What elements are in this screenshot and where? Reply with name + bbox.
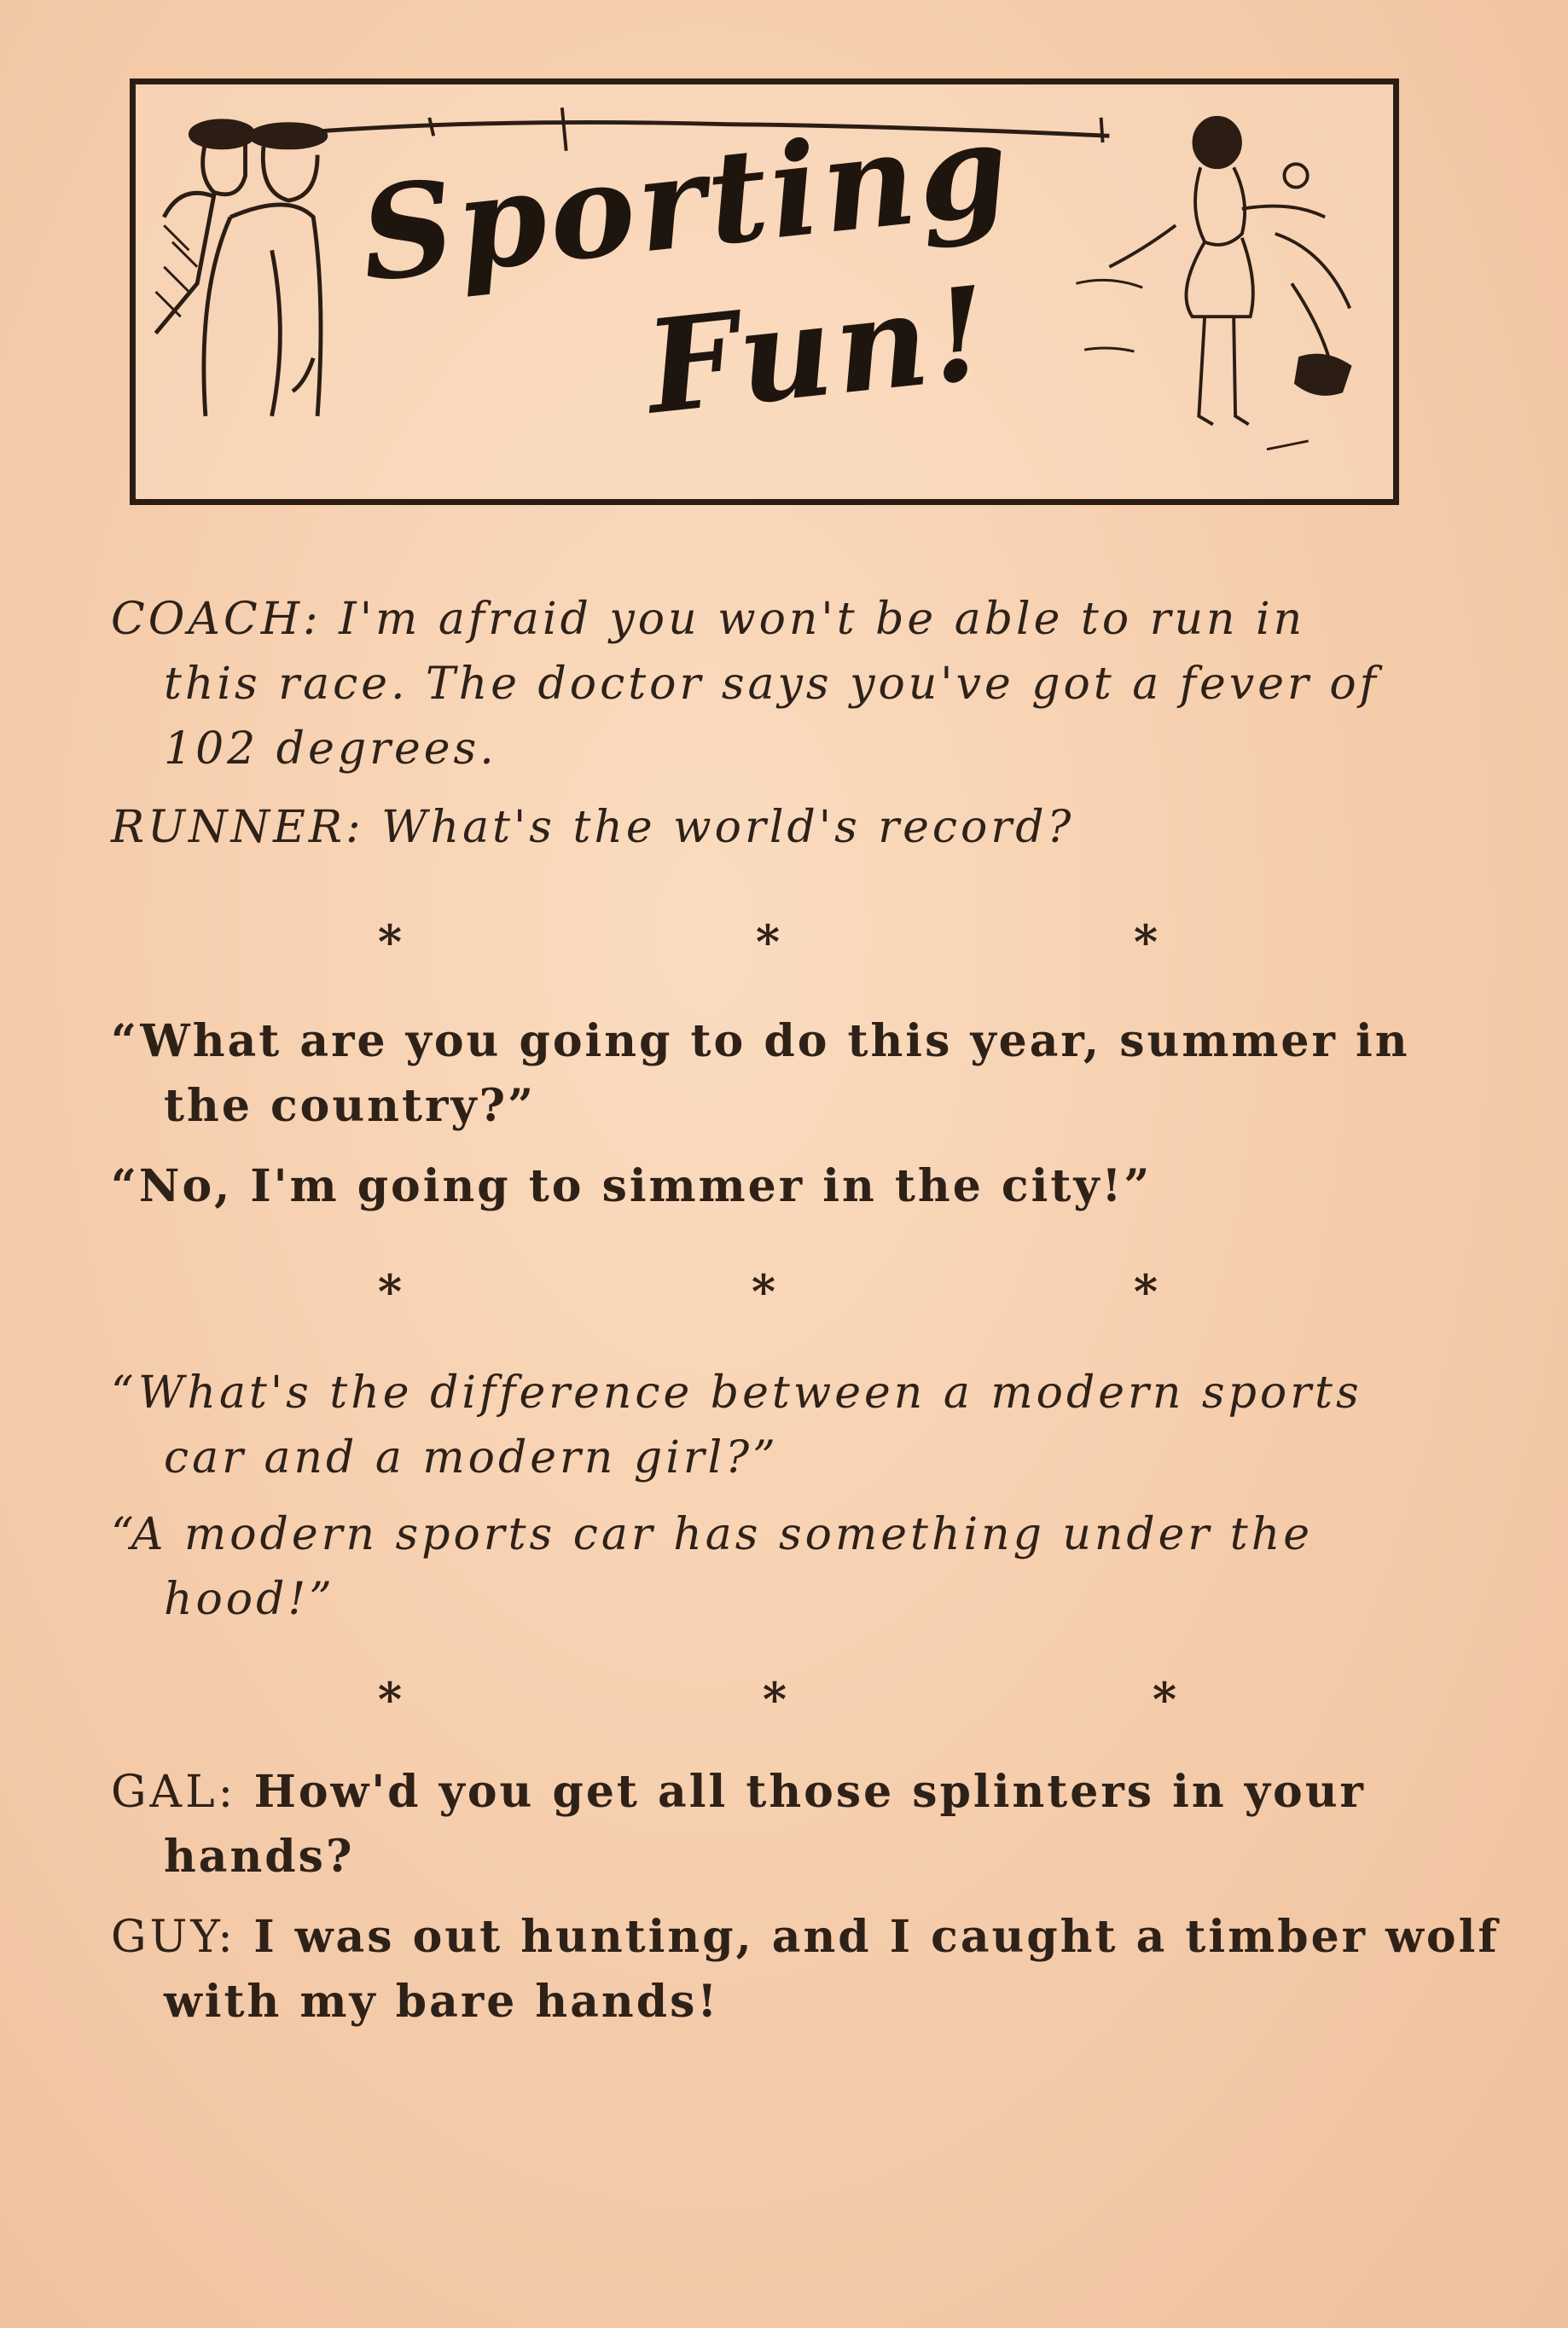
woman-golfer-illustration xyxy=(1076,118,1350,450)
separator-star: * xyxy=(1133,1264,1159,1319)
gal-text: How'd you get all those splinters in your xyxy=(253,1766,1366,1818)
quote-question-line-2: the country?” xyxy=(164,1080,536,1132)
quote-question-line-1: “What's the difference between a modern sports xyxy=(111,1367,1362,1419)
quote-answer-line-1: “A modern sports car has something under the xyxy=(111,1509,1313,1560)
gal-line-2: hands? xyxy=(164,1831,355,1883)
separator-star: * xyxy=(1133,914,1159,969)
separator-1 xyxy=(0,914,1568,969)
banner-title-line-1: Sporting xyxy=(353,93,1019,311)
separator-star: * xyxy=(755,914,781,969)
runner-line xyxy=(111,802,1075,853)
separator-2 xyxy=(0,1264,1568,1319)
separator-star: * xyxy=(1152,1672,1177,1727)
coach-line-2: this race. The doctor says you've got a fever of xyxy=(164,659,1379,710)
quote-answer-line-2: hood!” xyxy=(164,1574,335,1625)
speaker-runner: RUNNER: xyxy=(111,802,364,853)
coach-line-1 xyxy=(111,594,1306,645)
quote-question-line-1: “What are you going to do this year, summer in xyxy=(111,1015,1410,1067)
title-banner xyxy=(130,78,1399,505)
separator-star: * xyxy=(377,914,403,969)
separator-star: * xyxy=(762,1672,787,1727)
guy-text: I was out hunting, and I caught a timber wolf xyxy=(253,1911,1500,1963)
speaker-coach: COACH: xyxy=(111,594,322,645)
speaker-gal: GAL: xyxy=(111,1767,237,1818)
separator-star: * xyxy=(377,1264,403,1319)
quote-answer-line-1: “No, I'm going to simmer in the city!” xyxy=(111,1160,1153,1212)
runner-text: What's the world's record? xyxy=(381,802,1075,853)
separator-star: * xyxy=(751,1264,776,1319)
separator-star: * xyxy=(377,1672,403,1727)
coach-line-3: 102 degrees. xyxy=(164,723,497,775)
coach-text: I'm afraid you won't be able to run in xyxy=(339,594,1306,645)
two-men-illustration xyxy=(156,121,326,416)
guy-line-2: with my bare hands! xyxy=(164,1976,720,2028)
guy-line-1 xyxy=(111,1911,1500,1963)
speaker-guy: GUY: xyxy=(111,1912,236,1963)
quote-question-line-2: car and a modern girl?” xyxy=(164,1432,779,1483)
banner-title-line-2: Fun! xyxy=(639,258,998,444)
separator-3 xyxy=(0,1672,1568,1727)
gal-line-1 xyxy=(111,1766,1366,1818)
